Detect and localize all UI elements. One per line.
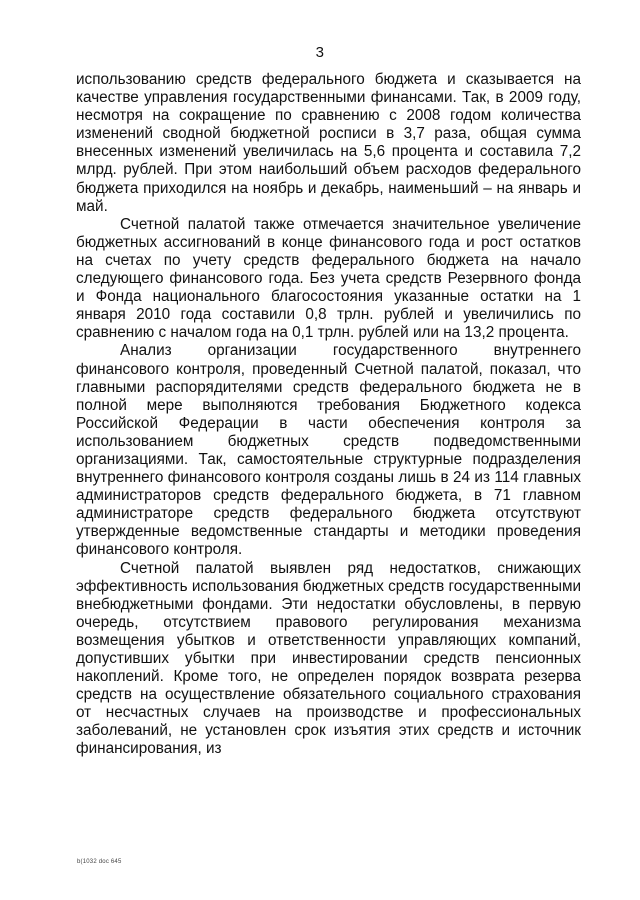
document-body <box>76 71 581 759</box>
footer-document-code: b(1032 doc 645 <box>77 859 122 865</box>
paragraph-4: Счетной палатой выявлен ряд недостатков, снижающих эффективность использования бюджетных средств государственными внебюджетными фондами. Эти недостатки обусловлены, в первую очередь, отсутствием правового регулирования механизма возмещения убытков и ответственности управляющих компаний, допустивших убытки при инвестировании средств пенсионных накоплений. Кроме того, не определен порядок возврата резерва средств на осуществление обязательного социального страхования от несчастных случаев на производстве и профессиональных заболеваний, не установлен срок изъятия этих средств и источник финансирования, из <box>76 559 581 758</box>
page-number: 3 <box>315 44 325 61</box>
paragraph-1: использованию средств федерального бюджета и сказывается на качестве управления государственными финансами. Так, в 2009 году, несмотря на сокращение по сравнению с 2008 годом количества изменений сводной бюджетной росписи в 3,7 раза, общая сумма внесенных изменений увеличилась на 5,6 процента и составила 7,2 млрд. рублей. При этом наибольший объем расходов федерального бюджета приходился на ноябрь и декабрь, наименьший – на январь и май. <box>76 71 581 215</box>
paragraph-3: Анализ организации государственного внутреннего финансового контроля, проведенный Счетной палатой, показал, что главными распорядителями средств федерального бюджета не в полной мере выполняются требования Бюджетного кодекса Российской Федерации в части обеспечения контроля за использованием бюджетных средств подведомственными организациями. Так, самостоятельные структурные подразделения внутреннего финансового контроля созданы лишь в 24 из 114 главных администраторов средств федерального бюджета, в 71 главном администраторе средств федерального бюджета отсутствуют утвержденные ведомственные стандарты и методики проведения финансового контроля. <box>76 342 581 559</box>
paragraph-2: Счетной палатой также отмечается значительное увеличение бюджетных ассигнований в конце финансового года и рост остатков на счетах по учету средств федерального бюджета на начало следующего финансового года. Без учета средств Резервного фонда и Фонда национального благосостояния указанные остатки на 1 января 2010 года составили 0,8 трлн. рублей и увеличились по сравнению с началом года на 0,1 трлн. рублей или на 13,2 процента. <box>76 215 581 342</box>
